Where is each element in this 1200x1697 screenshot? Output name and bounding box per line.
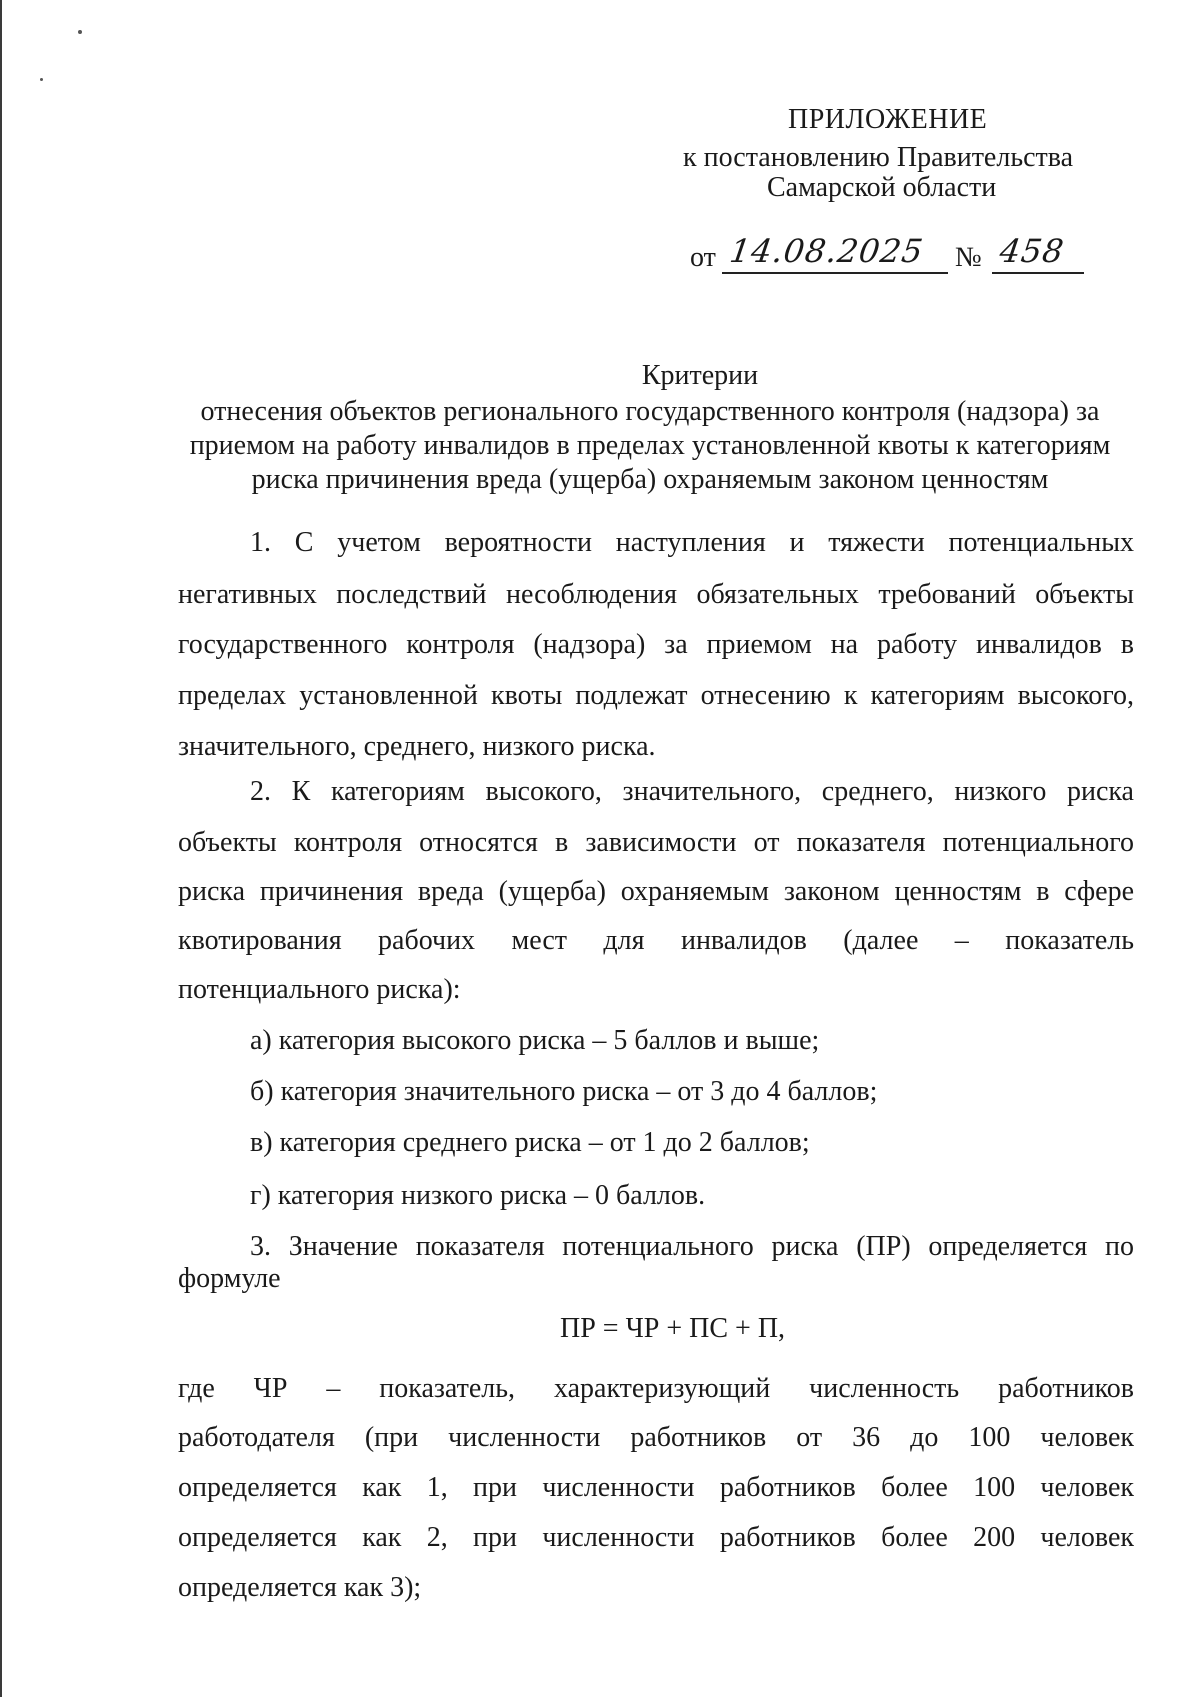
section-1-line: негативных последствий несоблюдения обязательных требований объекты — [178, 579, 1134, 610]
section-2-line: риска причинения вреда (ущерба) охраняемым законом ценностям в сфере — [178, 876, 1134, 907]
formula-explanation-line: определяется как 3); — [178, 1572, 422, 1603]
risk-category-item: г) категория низкого риска – 0 баллов. — [250, 1180, 706, 1211]
section-1-line: пределах установленной квоты подлежат отнесению к категориям высокого, — [178, 680, 1134, 711]
risk-category-item: а) категория высокого риска – 5 баллов и выше; — [250, 1025, 820, 1056]
from-label: от — [690, 242, 716, 273]
handwritten-date: 14.08.2025 — [727, 232, 926, 270]
section-3-line: 3. Значение показателя потенциального риска (ПР) определяется по — [250, 1231, 1134, 1262]
section-2-line: 2. К категориям высокого, значительного, среднего, низкого риска — [250, 776, 1134, 807]
risk-formula: ПР = ЧР + ПС + П, — [560, 1313, 786, 1344]
formula-explanation-line: определяется как 2, при численности работников более 200 человек — [178, 1522, 1134, 1553]
document-title: Критерии — [641, 360, 759, 391]
formula-explanation-line: работодателя (при численности работников от 36 до 100 человек — [178, 1422, 1134, 1453]
date-underline — [722, 272, 948, 274]
number-label: № — [955, 242, 982, 273]
section-2-line: потенциального риска): — [178, 974, 461, 1005]
document-title-line: приемом на работу инвалидов в пределах установленной квоты к категориям — [189, 430, 1111, 461]
section-1-line: государственного контроля (надзора) за приемом на работу инвалидов в — [178, 629, 1134, 660]
scan-speck — [40, 78, 43, 81]
section-3-line: формуле — [178, 1263, 281, 1294]
formula-explanation-line: определяется как 1, при численности работников более 100 человек — [178, 1472, 1134, 1503]
scan-speck — [78, 30, 82, 34]
section-1-line: 1. С учетом вероятности наступления и тяжести потенциальных — [250, 527, 1134, 558]
number-underline — [992, 272, 1084, 274]
appendix-subtitle-line-2: Самарской области — [767, 172, 997, 203]
document-title-line: риска причинения вреда (ущерба) охраняемым законом ценностям — [251, 464, 1049, 495]
document-title-line: отнесения объектов регионального государственного контроля (надзора) за — [200, 396, 1100, 427]
resolution-reference — [690, 232, 1090, 276]
scan-left-edge — [0, 0, 2, 1697]
risk-category-item: в) категория среднего риска – от 1 до 2 баллов; — [250, 1127, 810, 1158]
formula-explanation-line: где ЧР – показатель, характеризующий численность работников — [178, 1373, 1134, 1404]
appendix-subtitle-line-1: к постановлению Правительства — [683, 142, 1074, 173]
section-1-line: значительного, среднего, низкого риска. — [178, 731, 656, 762]
risk-category-item: б) категория значительного риска – от 3 до 4 баллов; — [250, 1076, 878, 1107]
handwritten-number: 458 — [997, 232, 1067, 270]
section-2-line: квотирования рабочих мест для инвалидов (далее – показатель — [178, 925, 1134, 956]
section-2-line: объекты контроля относятся в зависимости от показателя потенциального — [178, 827, 1134, 858]
appendix-title: ПРИЛОЖЕНИЕ — [788, 104, 988, 135]
